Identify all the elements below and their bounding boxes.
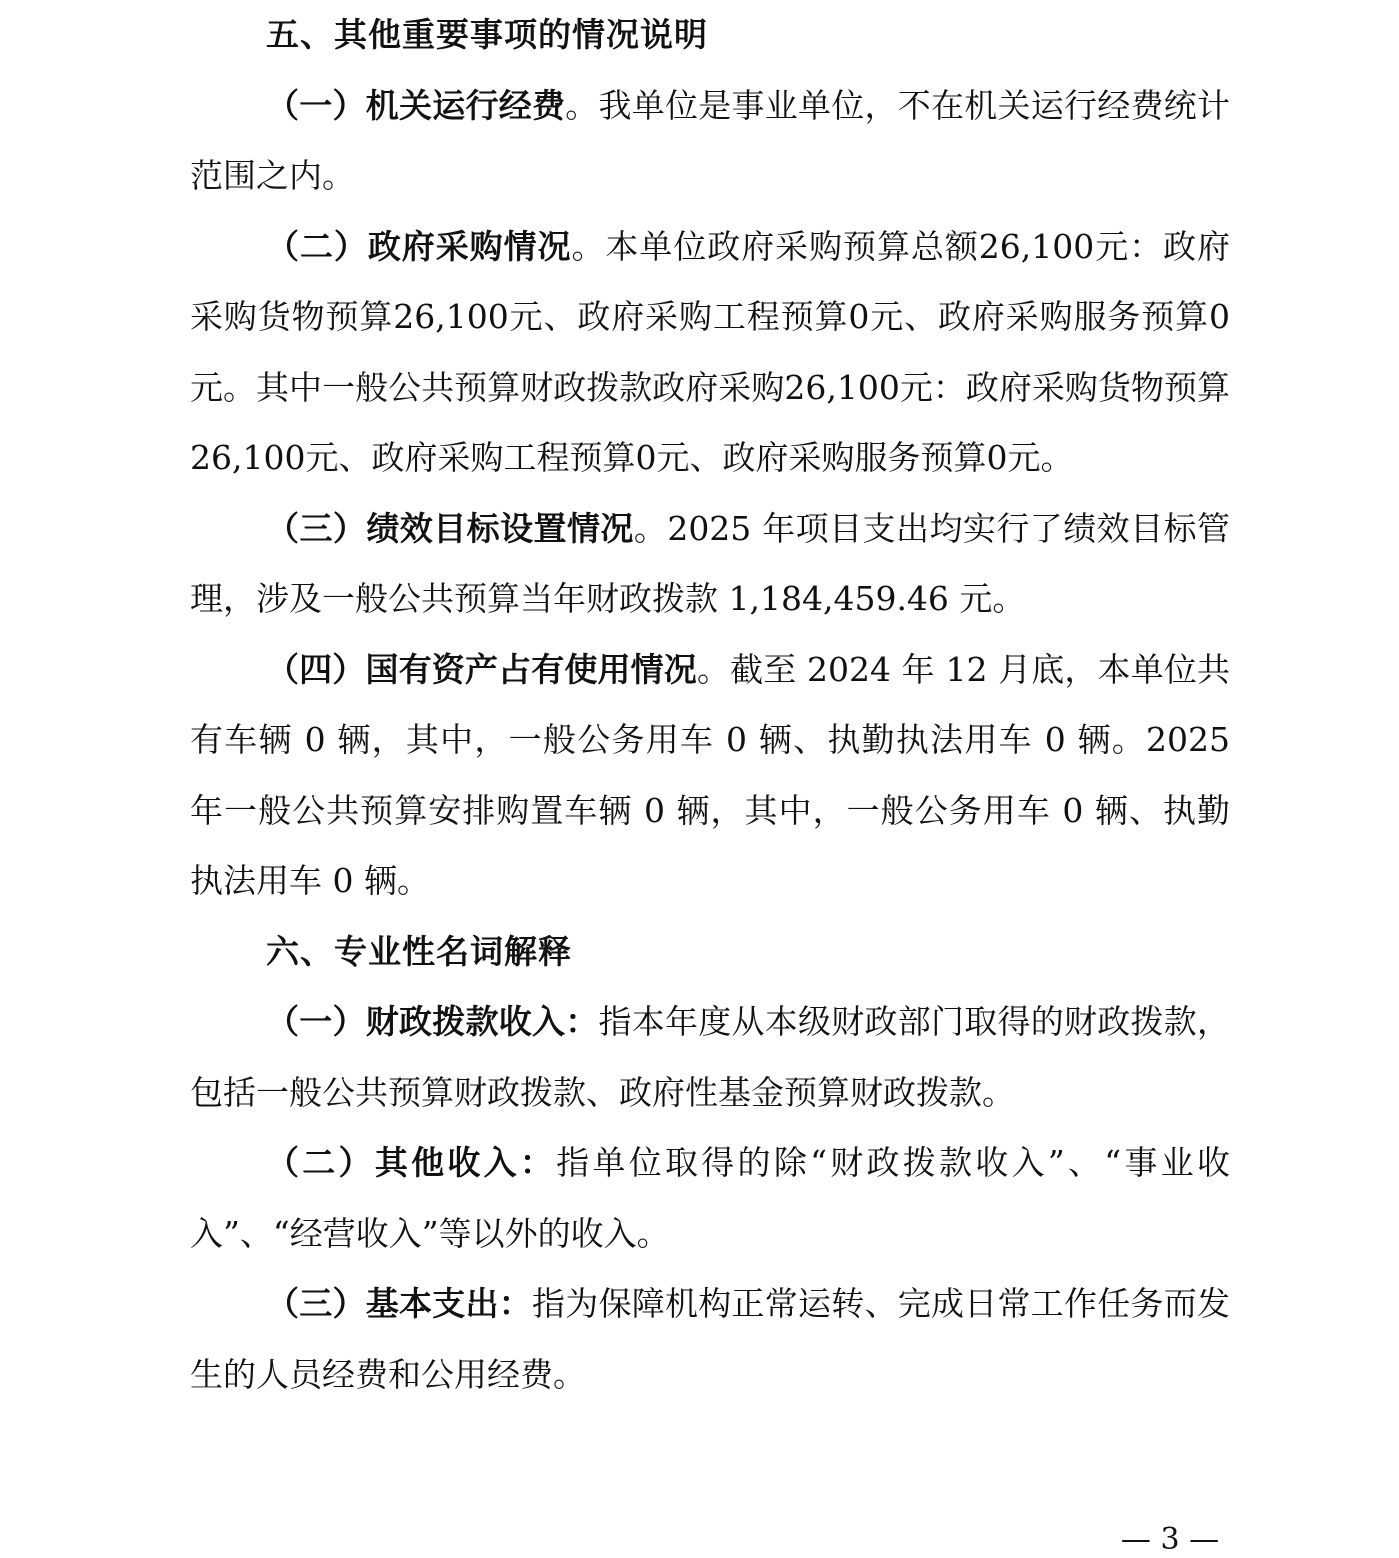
item-text: 。2025 年项目支出均实行了绩效目标管理，涉及一般公共预算当年财政拨款 1,184,459.46 元。 <box>190 508 1230 618</box>
item-text: 。截至 2024 年 12 月底，本单位共有车辆 0 辆，其中，一般公务用车 0 辆、执勤执法用车 0 辆。2025 年一般公共预算安排购置车辆 0 辆，其中，一般公务用车 0 辆、执勤执法用车 0 辆。 <box>190 649 1231 900</box>
document-body <box>190 0 1230 1410</box>
item-lead: （一）机关运行经费 <box>266 85 566 125</box>
section-5-item-3 <box>190 494 1230 635</box>
item-text: 。本单位政府采购预算总额26,100元：政府采购货物预算26,100元、政府采购工程预算0元、政府采购服务预算0元。其中一般公共预算财政拨款政府采购26,100元：政府采购货物预算26,100元、政府采购工程预算0元、政府采购服务预算0元。 <box>190 226 1231 477</box>
section-5-item-1 <box>190 71 1230 212</box>
term-definition: 指为保障机构正常运转、完成日常工作任务而发生的人员经费和公用经费。 <box>190 1284 1230 1394</box>
term-lead: （二）其他收入： <box>266 1143 557 1182</box>
term-definition: 指本年度从本级财政部门取得的财政拨款，包括一般公共预算财政拨款、政府性基金预算财政拨款。 <box>190 1002 1230 1112</box>
term-lead: （三）基本支出： <box>266 1284 532 1323</box>
item-text: 。我单位是事业单位，不在机关运行经费统计范围之内。 <box>190 85 1230 195</box>
section-5-heading: 五、其他重要事项的情况说明 <box>266 15 708 54</box>
item-lead: （二）政府采购情况 <box>266 226 572 266</box>
section-6-item-2 <box>190 1128 1230 1269</box>
section-5-item-2 <box>190 212 1230 494</box>
term-lead: （一）财政拨款收入： <box>266 1002 599 1041</box>
section-6-item-1 <box>190 987 1230 1128</box>
term-definition: 指单位取得的除“财政拨款收入”、“事业收入”、“经营收入”等以外的收入。 <box>190 1143 1230 1253</box>
section-5-item-4 <box>190 635 1230 917</box>
item-lead: （三）绩效目标设置情况 <box>266 508 634 548</box>
page-number: — 3 — <box>1120 1522 1220 1557</box>
section-6-heading: 六、专业性名词解释 <box>266 931 572 971</box>
section-6-item-3 <box>190 1269 1230 1410</box>
item-lead: （四）国有资产占有使用情况 <box>266 649 697 689</box>
